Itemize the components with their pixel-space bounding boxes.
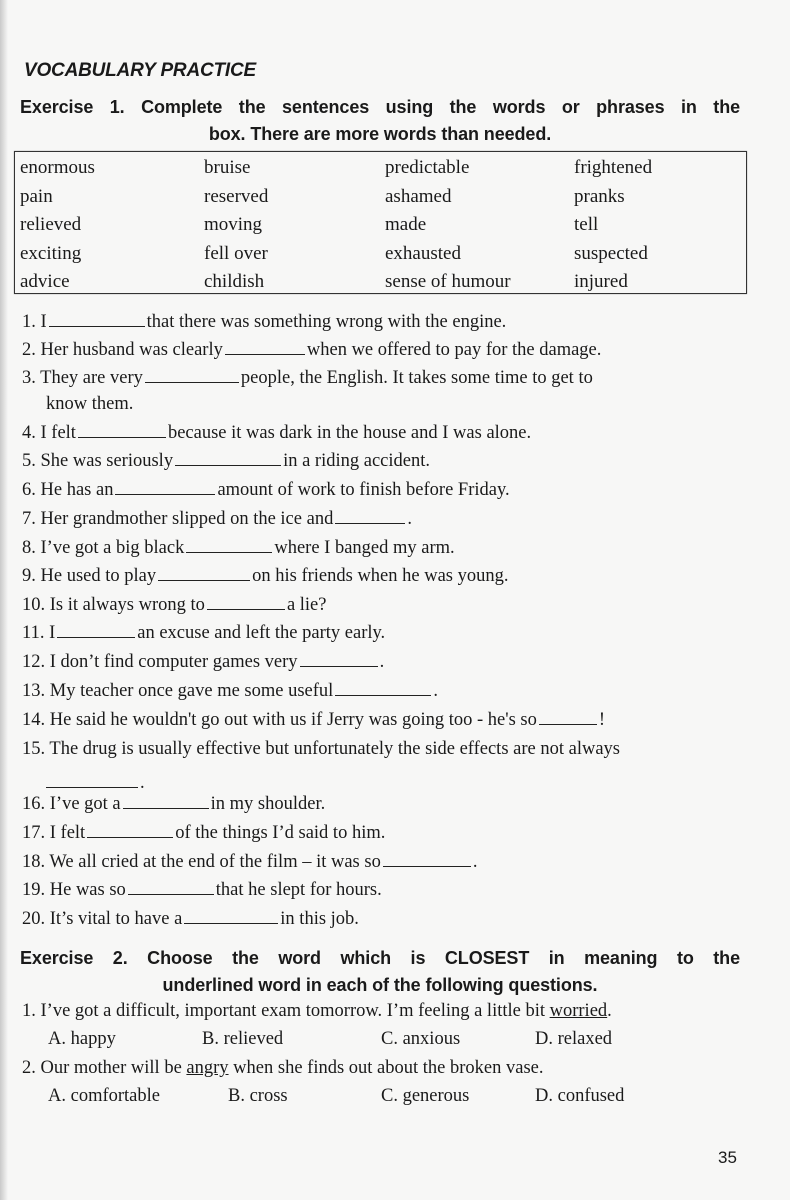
underlined-word: worried	[549, 1001, 608, 1021]
question-text: where I banged my arm.	[274, 538, 455, 558]
exercise-1-question	[22, 535, 752, 561]
question-text: in my shoulder.	[210, 794, 326, 814]
section-title: VOCABULARY PRACTICE	[24, 60, 256, 81]
page-number: 35	[718, 1148, 737, 1167]
question-text: Her grandmother slipped on the ice and	[40, 509, 334, 529]
exercise-1-heading	[20, 94, 740, 148]
word-box-item: injured	[574, 271, 628, 293]
question-text: of the things I’d said to him.	[175, 823, 386, 843]
question-number: 18.	[22, 852, 46, 872]
answer-blank[interactable]	[335, 506, 405, 524]
question-number: 4.	[22, 423, 36, 443]
exercise-2-question	[22, 998, 752, 1024]
answer-blank[interactable]	[175, 448, 281, 466]
question-text: .	[407, 509, 412, 529]
exercise-1-question	[22, 707, 752, 733]
word-box-item: sense of humour	[385, 271, 511, 293]
question-text: Our mother will be	[40, 1058, 182, 1078]
question-number: 7.	[22, 509, 36, 529]
word-box-item: frightened	[574, 157, 653, 178]
exercise-1-question	[22, 649, 752, 675]
answer-blank[interactable]	[300, 649, 378, 667]
answer-blank[interactable]	[115, 477, 215, 495]
question-text: We all cried at the end of the film – it was so	[49, 852, 381, 872]
question-text: My teacher once gave me some useful	[49, 681, 334, 701]
question-text: They are very	[40, 368, 143, 388]
answer-blank[interactable]	[49, 309, 145, 327]
word-box-item: ashamed	[385, 185, 452, 207]
word-box-item: predictable	[385, 157, 470, 178]
question-text: I’ve got a big black	[40, 538, 185, 558]
exercise-1-question	[22, 337, 752, 363]
question-text: .	[607, 1001, 612, 1021]
exercise-1-question	[22, 877, 752, 903]
question-number: 14.	[22, 710, 46, 730]
exercise-1-question	[22, 678, 752, 704]
exercise-1-question	[22, 506, 752, 532]
word-box-item: bruise	[204, 157, 251, 178]
exercise-1-question	[22, 620, 752, 646]
answer-blank[interactable]	[186, 535, 272, 553]
word-box-item: moving	[204, 214, 263, 236]
question-text: when she finds out about the broken vase.	[233, 1058, 544, 1078]
page-binding-shadow	[0, 0, 8, 1200]
question-text: I	[49, 623, 56, 643]
answer-blank[interactable]	[383, 849, 471, 867]
question-number: 10.	[22, 595, 46, 615]
question-number: 20.	[22, 909, 46, 929]
question-text: .	[140, 773, 145, 793]
word-box-item: exhausted	[385, 242, 461, 264]
question-text: in this job.	[280, 909, 359, 929]
exercise-1-question	[22, 420, 752, 446]
question-number: 1.	[22, 312, 36, 332]
question-number: 9.	[22, 566, 36, 586]
exercise-1-question	[22, 477, 752, 503]
answer-blank[interactable]	[145, 365, 239, 383]
word-box-item: reserved	[204, 185, 269, 207]
exercise-1-question	[22, 365, 752, 417]
question-text: on his friends when he was young.	[252, 566, 509, 586]
exercise-1-question	[22, 309, 752, 335]
question-text: an excuse and left the party early.	[137, 623, 386, 643]
question-text: that he slept for hours.	[215, 880, 382, 900]
question-number: 12.	[22, 652, 46, 672]
word-box-item: tell	[574, 214, 599, 236]
answer-blank[interactable]	[128, 877, 214, 895]
word-box-item: relieved	[20, 214, 82, 236]
exercise-2-heading	[20, 945, 740, 999]
exercise-1-question	[22, 592, 752, 618]
exercise-1-question	[22, 791, 752, 817]
option-a[interactable]: A. happy	[48, 1029, 116, 1049]
question-number: 11.	[22, 623, 45, 643]
word-box-item: childish	[204, 271, 265, 293]
answer-blank[interactable]	[87, 820, 173, 838]
question-text-continued: know them.	[46, 394, 134, 414]
question-number: 16.	[22, 794, 46, 814]
question-text: Is it always wrong to	[49, 595, 205, 615]
word-grid	[20, 154, 744, 297]
option-c[interactable]: C. generous	[381, 1086, 470, 1106]
question-text: I’ve got a difficult, important exam tomorrow. I’m feeling a little bit	[40, 1001, 545, 1021]
question-text: I’ve got a	[49, 794, 121, 814]
exercise-1-question	[22, 736, 752, 796]
question-text: He used to play	[40, 566, 157, 586]
word-box-item: advice	[20, 271, 70, 293]
answer-blank[interactable]	[123, 791, 209, 809]
question-number: 5.	[22, 451, 36, 471]
question-text: She was seriously	[40, 451, 174, 471]
question-text: I felt	[49, 823, 86, 843]
exercise-2-heading-line2: underlined word in each of the following questions.	[162, 975, 598, 995]
answer-blank[interactable]	[207, 592, 285, 610]
exercise-1-question	[22, 849, 752, 875]
answer-blank[interactable]	[539, 707, 597, 725]
word-box-item: fell over	[204, 242, 268, 264]
exercise-2-question	[22, 1055, 752, 1081]
answer-blank[interactable]	[335, 678, 431, 696]
answer-blank[interactable]	[184, 906, 278, 924]
answer-blank[interactable]	[225, 337, 305, 355]
answer-blank[interactable]	[78, 420, 166, 438]
answer-blank[interactable]	[57, 620, 135, 638]
question-number: 17.	[22, 823, 46, 843]
word-box-item: suspected	[574, 242, 648, 264]
word-box-item: enormous	[20, 157, 95, 178]
exercise-1-question	[22, 563, 752, 589]
exercise-1-question	[22, 448, 752, 474]
question-text: .	[433, 681, 438, 701]
question-text: Her husband was clearly	[40, 340, 223, 360]
answer-blank[interactable]	[46, 770, 138, 788]
question-text: I don’t find computer games very	[49, 652, 298, 672]
exercise-2-heading-line1: Exercise 2. Choose the word which is CLOSEST in meaning to the	[20, 948, 740, 968]
question-text: The drug is usually effective but unfortunately the side effects are not always	[49, 739, 620, 759]
option-d[interactable]: D. confused	[535, 1086, 625, 1106]
question-text: !	[598, 710, 606, 730]
underlined-word: angry	[186, 1058, 229, 1078]
question-text: .	[379, 652, 385, 672]
word-box-item: pranks	[574, 185, 625, 207]
question-text: He has an	[40, 480, 114, 500]
question-number: 19.	[22, 880, 46, 900]
option-a[interactable]: A. comfortable	[48, 1086, 160, 1106]
question-number: 3.	[22, 368, 36, 388]
option-d[interactable]: D. relaxed	[535, 1029, 613, 1049]
question-text: It’s vital to have a	[49, 909, 183, 929]
question-text: amount of work to finish before Friday.	[217, 480, 510, 500]
question-number: 2.	[22, 1058, 36, 1078]
question-text: when we offered to pay for the damage.	[306, 340, 602, 360]
question-text: a lie?	[286, 595, 327, 615]
word-box	[14, 151, 747, 294]
option-b[interactable]: B. cross	[228, 1086, 288, 1106]
question-text: that there was something wrong with the engine.	[146, 312, 507, 332]
exercise-1-question	[22, 906, 752, 932]
question-text: He said he wouldn't go out with us if Jerry was going too - he's so	[49, 710, 537, 730]
question-text: I	[40, 312, 47, 332]
word-box-item: made	[385, 214, 427, 236]
question-number: 13.	[22, 681, 46, 701]
question-text: in a riding accident.	[283, 451, 430, 471]
exercise-1-heading-line1: Exercise 1. Complete the sentences using the words or phrases in the	[20, 97, 740, 117]
question-text: .	[472, 852, 478, 872]
question-text: because it was dark in the house and I was alone.	[167, 423, 532, 443]
option-c[interactable]: C. anxious	[381, 1029, 461, 1049]
question-text: people, the English. It takes some time to get to	[240, 368, 593, 388]
question-number: 2.	[22, 340, 36, 360]
word-box-item: exciting	[20, 242, 82, 264]
exercise-1-question	[22, 820, 752, 846]
question-text: I felt	[40, 423, 76, 443]
question-number: 15.	[22, 739, 46, 759]
question-text: He was so	[49, 880, 126, 900]
option-b[interactable]: B. relieved	[202, 1029, 284, 1049]
answer-blank[interactable]	[158, 563, 250, 581]
question-number: 6.	[22, 480, 36, 500]
exercise-1-heading-line2: box. There are more words than needed.	[208, 124, 552, 144]
word-box-item: pain	[20, 185, 53, 207]
question-number: 1.	[22, 1001, 36, 1021]
question-number: 8.	[22, 538, 36, 558]
